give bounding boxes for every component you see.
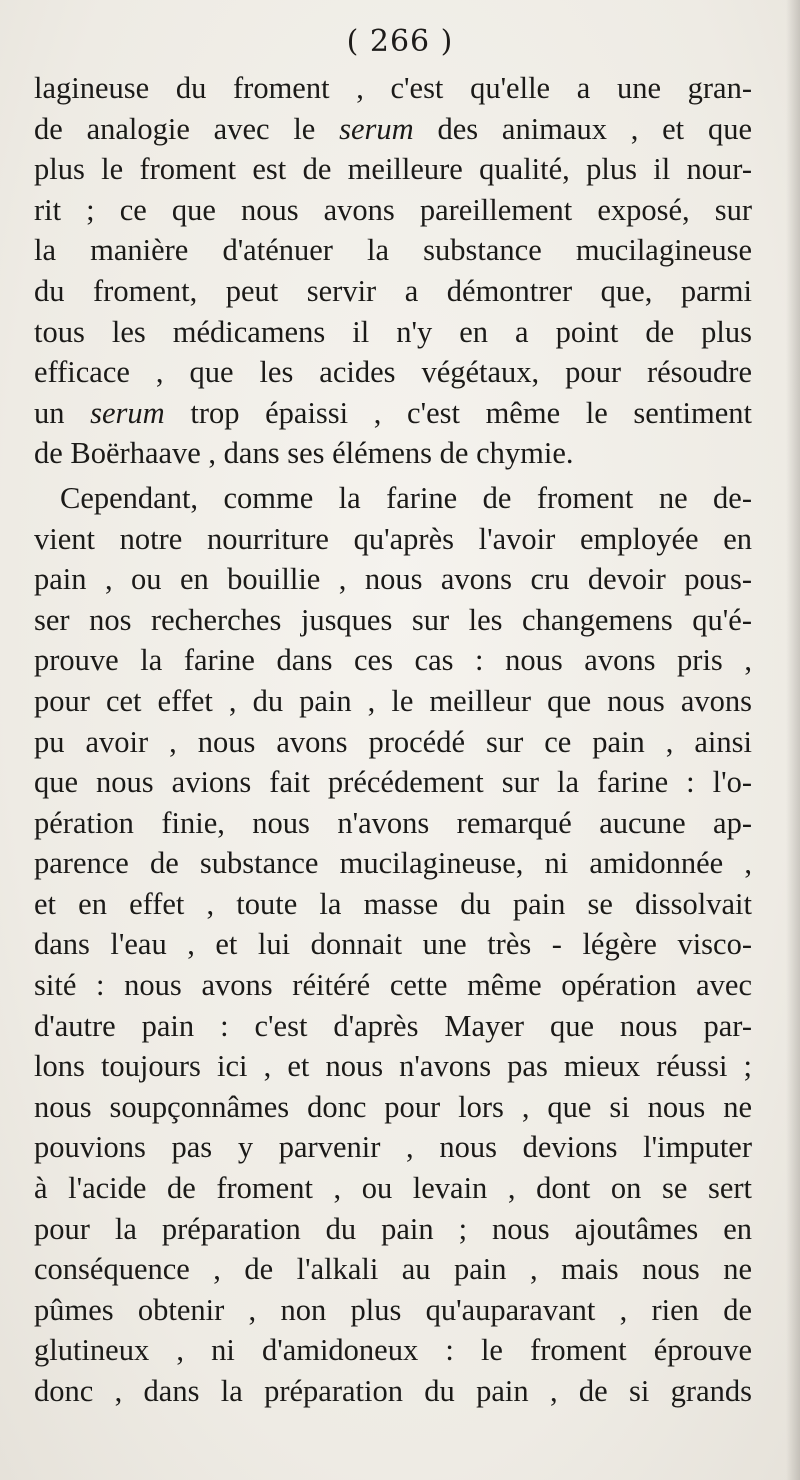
text-line: pain , ou en bouillie , nous avons cru devoir pous-: [34, 562, 752, 597]
text-line: et en effet , toute la masse du pain se dissolvait: [34, 886, 752, 921]
text-line: que nous avions fait précédement sur la farine : l'o-: [34, 765, 752, 800]
text-line: prouve la farine dans ces cas : nous avons pris ,: [34, 643, 752, 678]
text-line: lons toujours ici , et nous n'avons pas mieux réussi ;: [34, 1049, 752, 1084]
text-line: Cependant, comme la farine de froment ne de-: [60, 480, 752, 515]
text-line: lagineuse du froment , c'est qu'elle a une gran-: [34, 71, 752, 105]
text-line: parence de substance mucilagineuse, ni amidonnée ,: [34, 846, 752, 881]
text-line: glutineux , ni d'amidoneux : le froment éprouve: [34, 1333, 752, 1368]
text-line: la manière d'aténuer la substance mucilagineuse: [34, 233, 752, 268]
text-line: tous les médicamens il n'y en a point de plus: [34, 314, 752, 349]
text-line: vient notre nourriture qu'après l'avoir employée en: [34, 521, 752, 556]
page-gutter-shadow: [786, 0, 800, 1480]
text-line: efficace , que les acides végétaux, pour résoudre: [34, 355, 752, 390]
text-line: un serum trop épaissi , c'est même le sentiment: [34, 395, 752, 430]
text-line: pouvions pas y parvenir , nous devions l'imputer: [34, 1130, 752, 1165]
text-line: de Boërhaave , dans ses élémens de chymie.: [34, 436, 574, 471]
text-line: plus le froment est de meilleure qualité, plus il nour-: [34, 152, 752, 187]
text-line: nous soupçonnâmes donc pour lors , que si nous ne: [34, 1089, 752, 1124]
text-line: pour la préparation du pain ; nous ajoutâmes en: [34, 1211, 752, 1246]
text-line: du froment, peut servir a démontrer que, parmi: [34, 273, 752, 308]
page-number: ( 266 ): [346, 24, 454, 59]
text-line: pûmes obtenir , non plus qu'auparavant , rien de: [34, 1292, 752, 1327]
text-line: sité : nous avons réitéré cette même opération avec: [34, 968, 752, 1003]
paragraph-1: [34, 68, 752, 474]
text-line: pération finie, nous n'avons remarqué aucune ap-: [34, 805, 752, 840]
text-line: ser nos recherches jusques sur les changemens qu'é-: [34, 602, 752, 637]
text-line: d'autre pain : c'est d'après Mayer que nous par-: [34, 1008, 752, 1043]
text-line: conséquence , de l'alkali au pain , mais nous ne: [34, 1252, 752, 1287]
text-line: dans l'eau , et lui donnait une très - légère visco-: [34, 927, 752, 962]
text-line: pour cet effet , du pain , le meilleur que nous avons: [34, 683, 752, 718]
paragraph-2: [34, 478, 752, 1412]
text-line: donc , dans la préparation du pain , de si grands: [34, 1374, 752, 1408]
text-line: de analogie avec le serum des animaux , et que: [34, 111, 752, 146]
text-line: pu avoir , nous avons procédé sur ce pain , ainsi: [34, 724, 752, 759]
text-line: à l'acide de froment , ou levain , dont on se sert: [34, 1171, 752, 1206]
body-text: [34, 68, 752, 1412]
text-line: rit ; ce que nous avons pareillement exposé, sur: [34, 192, 752, 227]
